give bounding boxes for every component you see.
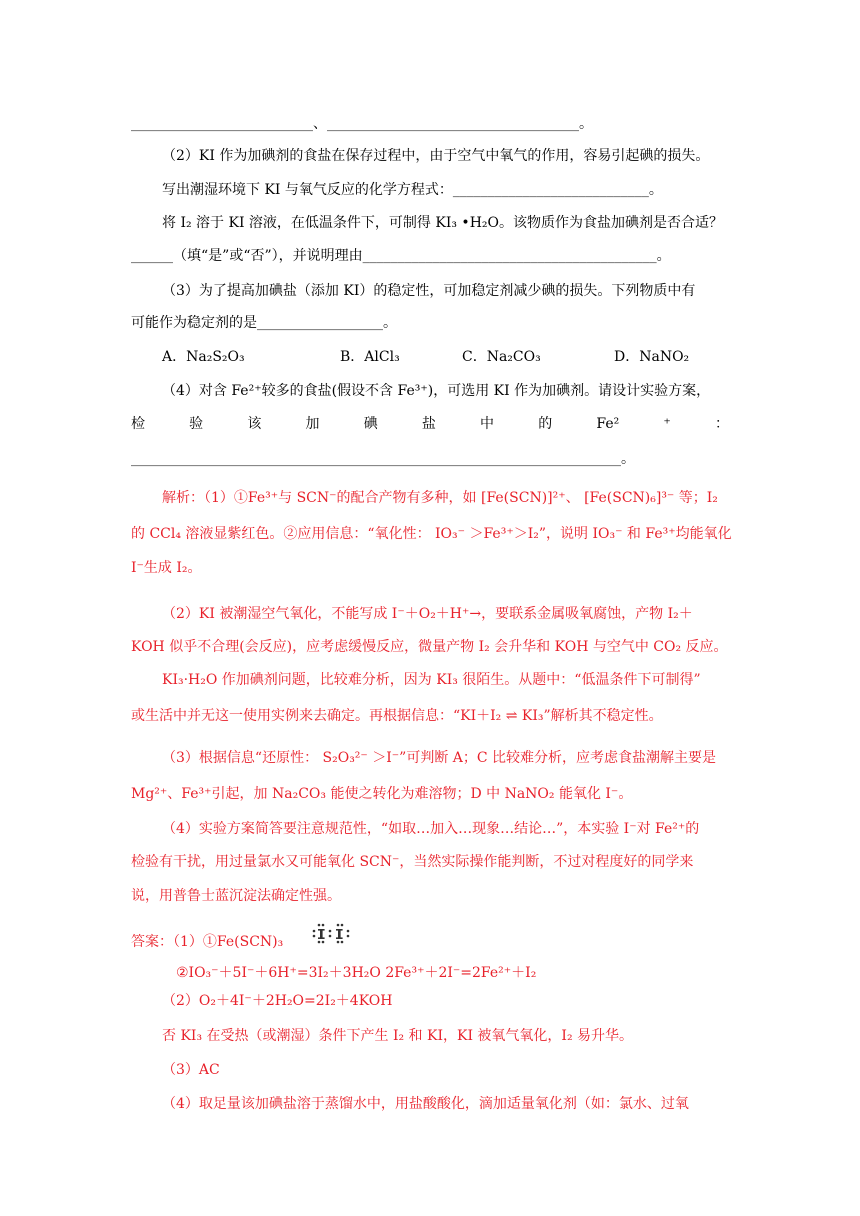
blank-line-1: __________________________、____________________________________。 [131,116,593,132]
spread-char: 的 [538,416,553,432]
question-2: （2）KI 作为加碘剂的食盐在保存过程中，由于空气中氧气的作用，容易引起碘的损失。 [162,148,710,164]
question-3: （3）为了提高加碘盐（添加 KI）的稳定性，可加稳定剂减少碘的损失。下列物质中有 [162,283,696,299]
analysis-6: KI₃·H₂O 作加碘剂问题，比较难分析，因为 KI₃ 很陌生。从题中：“低温条件下可制得” [162,672,701,688]
question-2-ki3: 将 I₂ 溶于 KI 溶液，在低温条件下，可制得 KI₃ •H₂O。该物质作为食盐加碘剂是否合适？ [162,215,723,231]
analysis-9: Mg²⁺、Fe³⁺引起，加 Na₂CO₃ 能使之转化为难溶物；D 中 NaNO₂ 能氧化 I⁻。 [131,786,633,802]
question-4: （4）对含 Fe²⁺较多的食盐(假设不含 Fe³⁺)，可选用 KI 作为加碘剂。请设计实验方案， [162,383,711,399]
option-b: B．AlCl₃ [340,349,400,365]
spread-char: ⁺ [663,416,671,432]
question-2-reason: ______（填“是”或“否”），并说明理由__________________________________________。 [131,248,671,264]
option-c: C．Na₂CO₃ [462,349,541,365]
spread-char: 中 [480,416,495,432]
question-3-blank: 可能作为稳定剂的是__________________。 [131,315,397,331]
lewis-structure-icon [310,922,356,944]
analysis-10: （4）实验方案简答要注意规范性，“如取…加入…现象…结论…”，本实验 I⁻对 Fe²⁺的 [162,821,700,837]
question-3-options [162,347,762,367]
spread-char: Fe² [596,416,620,432]
analysis-8: （3）根据信息“还原性： S₂O₃²⁻ ＞I⁻”可判断 A；C 比较难分析，应考虑食盐潮解主要是 [162,750,717,766]
analysis-12: 说，用普鲁士蓝沉淀法确定性强。 [131,888,341,904]
option-a: A．Na₂S₂O₃ [162,349,245,365]
answer-1: 答案：（1）①Fe(SCN)₃ [131,934,284,950]
question-4-blank: ______________________________________________________________________。 [131,451,635,467]
question-2-prompt: 写出潮湿环境下 KI 与氧气反应的化学方程式：____________________________。 [162,182,663,198]
analysis-2: 的 CCl₄ 溶液显紫红色。②应用信息：“氧化性： IO₃⁻ ＞Fe³⁺＞I₂”，说明 IO₃⁻ 和 Fe³⁺均能氧化 [131,526,732,542]
analysis-7: 或生活中并无这一使用实例来去确定。再根据信息：“KI＋I₂ ⇌ KI₃”解析其不稳定性。 [131,708,663,724]
spread-char: 盐 [421,416,436,432]
answer-3: （3）AC [162,1062,220,1078]
answer-2-reason: 否 KI₃ 在受热（或潮湿）条件下产生 I₂ 和 KI，KI 被氧气氧化，I₂ 易升华。 [162,1028,634,1044]
spread-char: 加 [305,416,320,432]
spread-char: ： [714,416,729,432]
analysis-5: KOH 似乎不合理(会反应)，应考虑缓慢反应，微量产物 I₂ 会升华和 KOH 与空气中 CO₂ 反应。 [131,639,728,655]
answer-4: （4）取足量该加碘盐溶于蒸馏水中，用盐酸酸化，滴加适量氧化剂（如：氯水、过氧 [162,1096,689,1112]
analysis-4: （2）KI 被潮湿空气氧化，不能写成 I⁻＋O₂＋H⁺→，要联系金属吸氧腐蚀，产物 I₂＋ [162,606,693,622]
spread-char: 该 [247,416,262,432]
spread-char: 验 [189,416,204,432]
answer-1-equations: ②IO₃⁻＋5I⁻＋6H⁺=3I₂＋3H₂O 2Fe³⁺＋2I⁻=2Fe²⁺＋I₂ [176,965,537,981]
spread-char: 碘 [363,416,378,432]
analysis-1: 解析：（1）①Fe³⁺与 SCN⁻的配合产物有多种，如 [Fe(SCN)]²⁺、 [Fe(SCN)₆]³⁻ 等；I₂ [162,490,718,506]
option-d: D．NaNO₂ [614,349,690,365]
analysis-3: I⁻生成 I₂。 [131,560,202,576]
spread-char: 检 [131,416,145,432]
analysis-11: 检验有干扰，用过量氯水又可能氧化 SCN⁻，当然实际操作能判断，不过对程度好的同学来 [131,854,694,870]
question-4-spread [131,414,729,434]
answer-2: （2）O₂＋4I⁻＋2H₂O=2I₂＋4KOH [162,993,393,1009]
